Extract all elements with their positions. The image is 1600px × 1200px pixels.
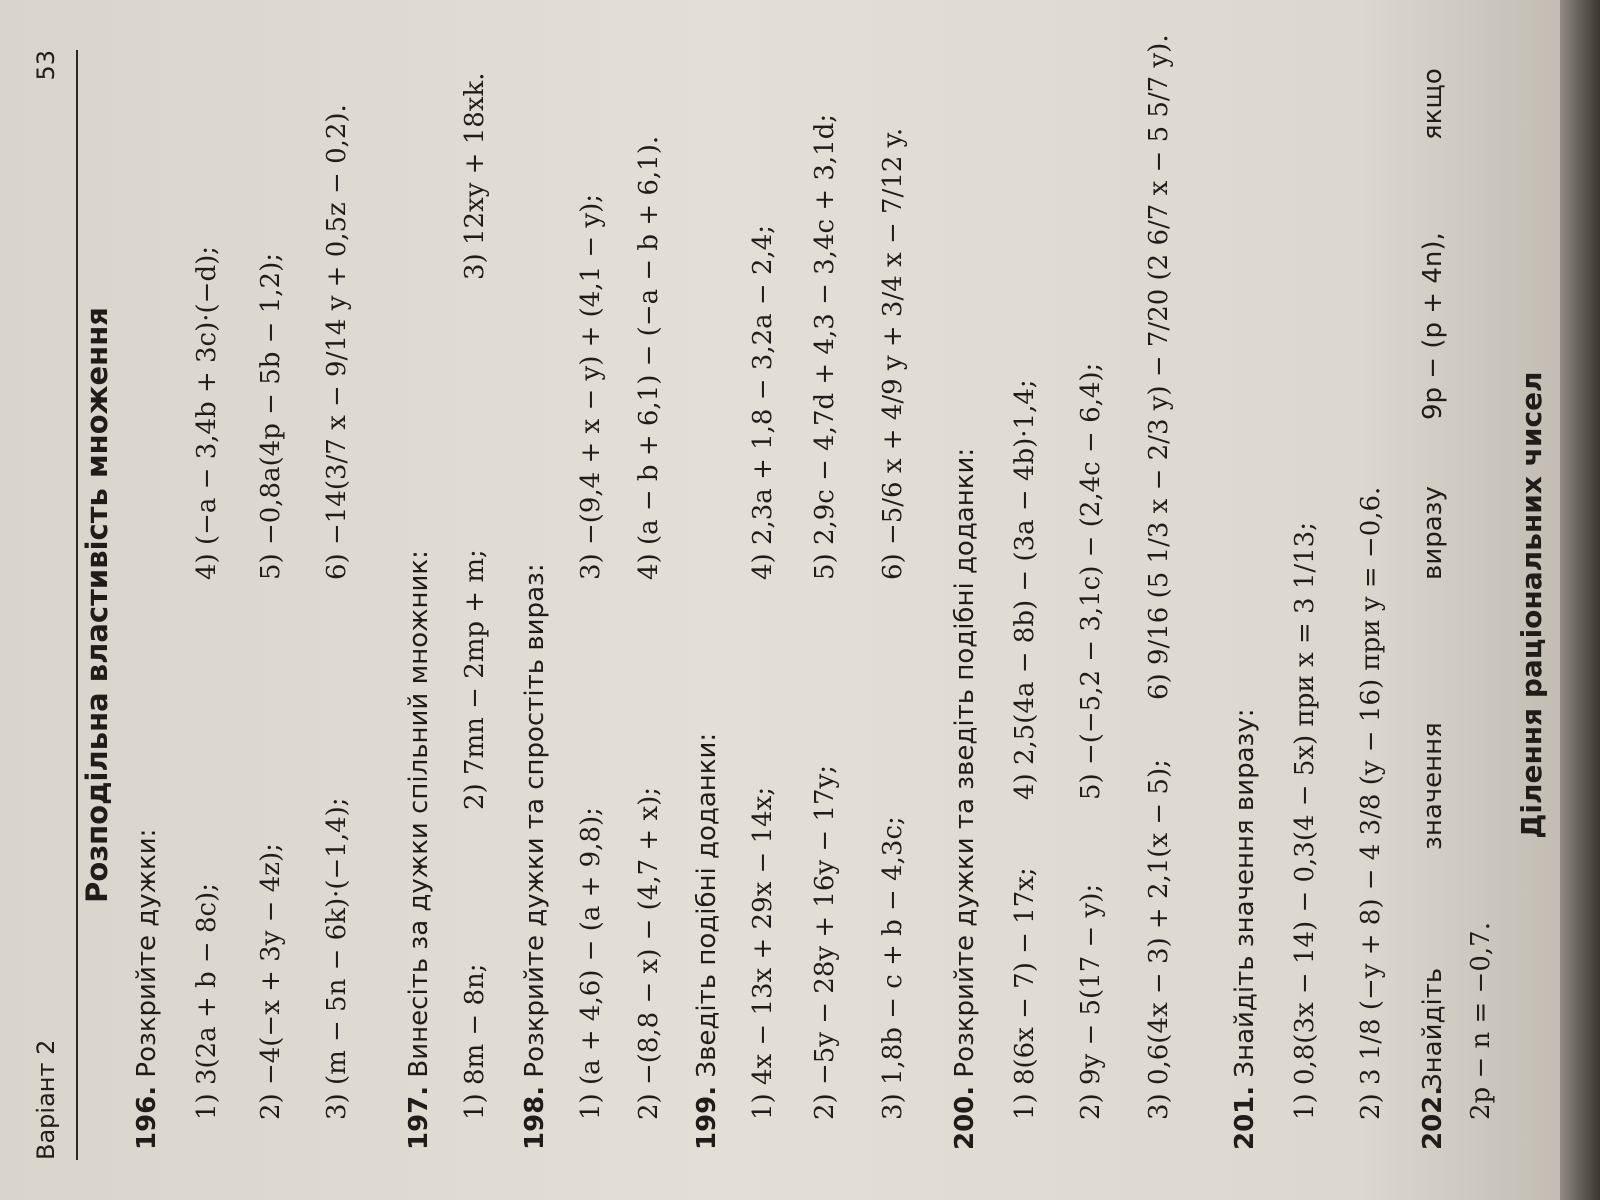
task-202-word: виразу [1418, 486, 1448, 580]
task-202-heading [1418, 1086, 1448, 1150]
exercise-item: 3) 12xy + 18xk. [460, 72, 490, 280]
exercise-item: 6) −14(3/7 x − 9/14 y + 0,5z − 0,2). [322, 104, 352, 580]
task-198-row [634, 50, 678, 1120]
exercise-item: 2) 7mn − 2mp + m; [460, 549, 490, 810]
task-202-word: значення [1418, 722, 1448, 850]
task-title: Знайдіть значення виразу: [1230, 708, 1260, 1078]
task-199-heading [692, 733, 722, 1150]
task-196-row [192, 50, 236, 1120]
exercise-item: 1) 8(6x − 7) − 17x; [1010, 867, 1040, 1120]
exercise-item: 3) −(9,4 + x − y) + (4,1 − y); [576, 193, 606, 580]
task-title: Розкрийте дужки: [132, 828, 162, 1078]
exercise-item: 4) 2,5(4a − 8b) − (3a − 4b)·1,4; [1010, 379, 1040, 800]
task-197-row [460, 50, 504, 1120]
task-title: Зведіть подібні доданки: [692, 732, 722, 1078]
task-202-expression: 9p − (p + 4n), [1418, 232, 1448, 420]
task-number: 201. [1230, 1085, 1260, 1150]
exercise-item: 4) 2,3a + 1,8 − 3,2a − 2,4; [748, 224, 778, 580]
exercise-item: 1) (a + 4,6) − (a + 9,8); [576, 807, 606, 1120]
book-edge [1560, 0, 1600, 1200]
exercise-item: 2) −4(−x + 3y − 4z); [256, 843, 286, 1120]
task-200-heading [950, 448, 980, 1150]
task-202-word: якщо [1418, 68, 1448, 140]
task-202-word: Знайдіть [1418, 967, 1448, 1090]
task-196-heading [132, 829, 162, 1150]
task-number: 197. [404, 1085, 434, 1150]
exercise-item: 3) 1,8b − c + b − 4,3c; [878, 816, 908, 1120]
header-rule [76, 50, 78, 1160]
exercise-item: 6) 9/16 (5 1/3 x − 2/3 y) − 7/20 (2 6/7 x − 5 5/7 y). [1144, 34, 1174, 700]
exercise-item: 1) 8m − 8n; [460, 963, 490, 1120]
page-header [32, 50, 72, 1160]
task-202-condition: 2p − n = −0,7. [1466, 922, 1496, 1120]
exercise-item: 6) −5/6 x + 4/9 y + 3/4 x − 7/12 y. [878, 127, 908, 580]
task-number: 196. [132, 1085, 162, 1150]
task-number: 202. [1418, 1085, 1448, 1150]
task-number: 198. [520, 1085, 550, 1150]
exercise-item: 1) 4x − 13x + 29x − 14x; [748, 786, 778, 1120]
task-200-row [1144, 34, 1188, 1120]
task-197-heading [404, 550, 434, 1150]
task-199-row [810, 50, 854, 1120]
exercise-item: 1) 0,8(3x − 14) − 0,3(4 − 5x) при x = 3 1/13; [1290, 522, 1320, 1120]
task-201-heading [1230, 709, 1260, 1151]
task-199-row [748, 50, 792, 1120]
textbook-page [20, 30, 1560, 1180]
next-section-title: Ділення раціональних чисел [1515, 371, 1548, 839]
exercise-item: 4) (a − b + 6,1) − (−a − b + 6,1). [634, 135, 664, 580]
task-title: Винесіть за дужки спільний множник: [404, 550, 434, 1078]
task-number: 199. [692, 1085, 722, 1150]
task-title: Розкрийте дужки та спростіть вираз: [520, 563, 550, 1078]
task-number: 200. [950, 1085, 980, 1150]
task-200-row [1076, 50, 1120, 1120]
task-199-row [878, 50, 922, 1120]
exercise-item: 3) (m − 5n − 6k)·(−1,4); [322, 797, 352, 1120]
exercise-item: 2) 9y − 5(17 − y); [1076, 883, 1106, 1120]
exercise-item: 1) 3(2a + b − 8c); [192, 883, 222, 1120]
exercise-item: 5) −(−5,2 − 3,1c) − (2,4c − 6,4); [1076, 362, 1106, 800]
exercise-item: 2) −5y − 28y + 16y − 17y; [810, 765, 840, 1120]
task-title: Розкрийте дужки та зведіть подібні доданки: [950, 447, 980, 1078]
exercise-item: 2) −(8,8 − x) − (4,7 + x); [634, 786, 664, 1120]
task-198-heading [520, 563, 550, 1150]
exercise-item: 5) −0,8a(4p − 5b − 1,2); [256, 253, 286, 580]
exercise-item: 5) 2,9c − 4,7d + 4,3 − 3,4c + 3,1d; [810, 113, 840, 580]
task-198-row [576, 50, 620, 1120]
variant-label: Варіант 2 [32, 1039, 60, 1160]
page-number: 53 [32, 50, 60, 81]
section-title: Розподільна властивість множення [80, 307, 114, 903]
exercise-item: 3) 0,6(4x − 3) + 2,1(x − 5); [1144, 759, 1174, 1120]
exercise-item: 2) 3 1/8 (−y + 8) − 4 3/8 (y − 16) при y = −0,6. [1356, 486, 1386, 1120]
exercise-item: 4) (−a − 3,4b + 3c)·(−d); [192, 246, 222, 580]
task-200-row [1010, 50, 1054, 1120]
task-196-row [256, 50, 300, 1120]
task-201-row [1290, 50, 1334, 1120]
task-196-row [322, 50, 366, 1120]
task-201-row [1356, 50, 1400, 1120]
